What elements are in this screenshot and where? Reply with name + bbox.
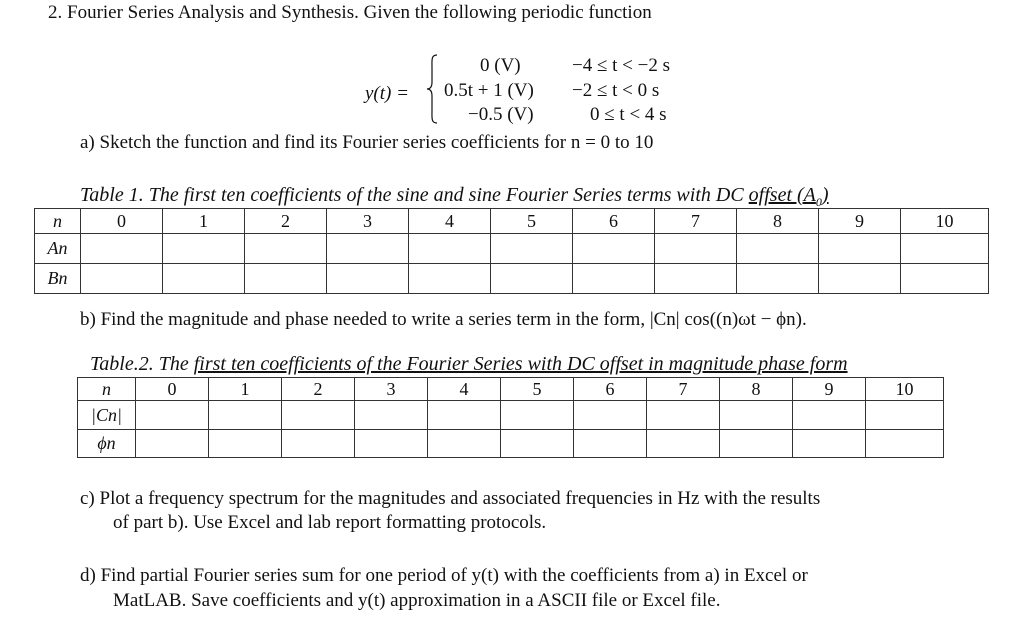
- table-cell[interactable]: [81, 234, 163, 264]
- table1-row-an: [35, 234, 989, 264]
- table-cell[interactable]: [866, 401, 944, 430]
- table-cell[interactable]: [209, 430, 282, 458]
- table2-col-header: 7: [647, 378, 720, 401]
- table1-caption-offset: offset (A: [748, 184, 816, 206]
- table1-col-header: 5: [491, 209, 573, 234]
- brace-icon: [426, 54, 438, 124]
- table1-col-header: 1: [163, 209, 245, 234]
- table-cell[interactable]: [655, 264, 737, 294]
- table-cell[interactable]: [136, 430, 209, 458]
- table-cell[interactable]: [409, 234, 491, 264]
- table1-col-header: 2: [245, 209, 327, 234]
- table1-col-header: 0: [81, 209, 163, 234]
- table-cell[interactable]: [491, 264, 573, 294]
- table-cell[interactable]: [737, 264, 819, 294]
- table1-col-header: 4: [409, 209, 491, 234]
- table2-col-header: 10: [866, 378, 944, 401]
- table-cell[interactable]: [720, 430, 793, 458]
- table2-col-header: 3: [355, 378, 428, 401]
- table1-row-label-bn: Bn: [35, 264, 81, 294]
- table-cell[interactable]: [574, 401, 647, 430]
- table-cell[interactable]: [574, 430, 647, 458]
- table1-row-bn: [35, 264, 989, 294]
- table-cell[interactable]: [327, 234, 409, 264]
- table-cell[interactable]: [409, 264, 491, 294]
- table-cell[interactable]: [428, 430, 501, 458]
- case-1-value: 0 (V): [480, 55, 521, 76]
- table2-col-header: 0: [136, 378, 209, 401]
- table2-col-header: 6: [574, 378, 647, 401]
- table-cell[interactable]: [655, 234, 737, 264]
- table1-col-header: 7: [655, 209, 737, 234]
- case-3-value: −0.5 (V): [468, 104, 534, 125]
- table2-col-header: 5: [501, 378, 574, 401]
- table-cell[interactable]: [573, 234, 655, 264]
- table1-row-label-an: An: [35, 234, 81, 264]
- table2-row-cn: [78, 401, 944, 430]
- part-c-line2: of part b). Use Excel and lab report formatting protocols.: [113, 512, 547, 533]
- table1-col-header: 8: [737, 209, 819, 234]
- table-cell[interactable]: [136, 401, 209, 430]
- part-d-line1: d) Find partial Fourier series sum for one period of y(t) with the coefficients from a) in Excel or: [80, 565, 808, 586]
- table2-col-header: 2: [282, 378, 355, 401]
- table-cell[interactable]: [81, 264, 163, 294]
- table1-col-header: 6: [573, 209, 655, 234]
- table-cell[interactable]: [819, 234, 901, 264]
- table1-col-header: 9: [819, 209, 901, 234]
- case-2-domain: −2 ≤ t < 0 s: [572, 80, 660, 101]
- table1: [34, 208, 989, 294]
- function-label: y(t) =: [365, 83, 409, 104]
- table1-header-row: [35, 209, 989, 234]
- table-cell[interactable]: [501, 401, 574, 430]
- table2-row-label-cn: |Cn|: [78, 401, 136, 430]
- table-cell[interactable]: [720, 401, 793, 430]
- table1-caption-close: ): [821, 184, 829, 206]
- table-cell[interactable]: [245, 264, 327, 294]
- part-d-line2: MatLAB. Save coefficients and y(t) approximation in a ASCII file or Excel file.: [113, 590, 721, 611]
- table2-row-phin: [78, 430, 944, 458]
- table-cell[interactable]: [163, 264, 245, 294]
- problem-title: 2. Fourier Series Analysis and Synthesis. Given the following periodic function: [48, 2, 652, 23]
- table2-caption-prefix: Table.2. The: [90, 353, 194, 375]
- table1-col-header: 3: [327, 209, 409, 234]
- table2: [77, 377, 944, 458]
- table1-caption-underlined: [748, 184, 829, 209]
- table-cell[interactable]: [793, 401, 866, 430]
- table-cell[interactable]: [163, 234, 245, 264]
- table-cell[interactable]: [901, 264, 989, 294]
- table1-caption-sub: 0: [815, 195, 822, 209]
- table-cell[interactable]: [737, 234, 819, 264]
- table2-col-header: 4: [428, 378, 501, 401]
- table-cell[interactable]: [866, 430, 944, 458]
- table1-header-n: n: [35, 209, 81, 234]
- table-cell[interactable]: [245, 234, 327, 264]
- table-cell[interactable]: [428, 401, 501, 430]
- table2-header-n: n: [78, 378, 136, 401]
- table-cell[interactable]: [355, 430, 428, 458]
- table-cell[interactable]: [282, 430, 355, 458]
- case-3-domain: 0 ≤ t < 4 s: [590, 104, 667, 125]
- table-cell[interactable]: [647, 430, 720, 458]
- table-cell[interactable]: [573, 264, 655, 294]
- table-cell[interactable]: [819, 264, 901, 294]
- table-cell[interactable]: [793, 430, 866, 458]
- part-a-text: a) Sketch the function and find its Fourier series coefficients for n = 0 to 10: [80, 132, 654, 153]
- table2-col-header: 9: [793, 378, 866, 401]
- part-c-line1: c) Plot a frequency spectrum for the magnitudes and associated frequencies in Hz with the results: [80, 488, 821, 509]
- table-cell[interactable]: [327, 264, 409, 294]
- table2-row-label-phin: ϕn: [78, 430, 136, 458]
- table-cell[interactable]: [355, 401, 428, 430]
- table-cell[interactable]: [491, 234, 573, 264]
- table1-caption-text: Table 1. The first ten coefficients of the sine and sine Fourier Series terms with DC: [80, 184, 749, 206]
- part-b-text: b) Find the magnitude and phase needed to write a series term in the form, |Cn| cos((n)ωt − ϕn).: [80, 309, 807, 330]
- table-cell[interactable]: [209, 401, 282, 430]
- case-2-value: 0.5t + 1 (V): [444, 80, 534, 101]
- table-cell[interactable]: [282, 401, 355, 430]
- table2-caption: [90, 353, 848, 376]
- case-1-domain: −4 ≤ t < −2 s: [572, 55, 670, 76]
- table1-col-header: 10: [901, 209, 989, 234]
- table2-caption-underlined: first ten coefficients of the Fourier Series with DC offset in magnitude phase form: [193, 353, 848, 375]
- table1-caption: [80, 184, 829, 210]
- table2-col-header: 8: [720, 378, 793, 401]
- table2-header-row: [78, 378, 944, 401]
- table-cell[interactable]: [501, 430, 574, 458]
- table-cell[interactable]: [901, 234, 989, 264]
- table-cell[interactable]: [647, 401, 720, 430]
- table2-col-header: 1: [209, 378, 282, 401]
